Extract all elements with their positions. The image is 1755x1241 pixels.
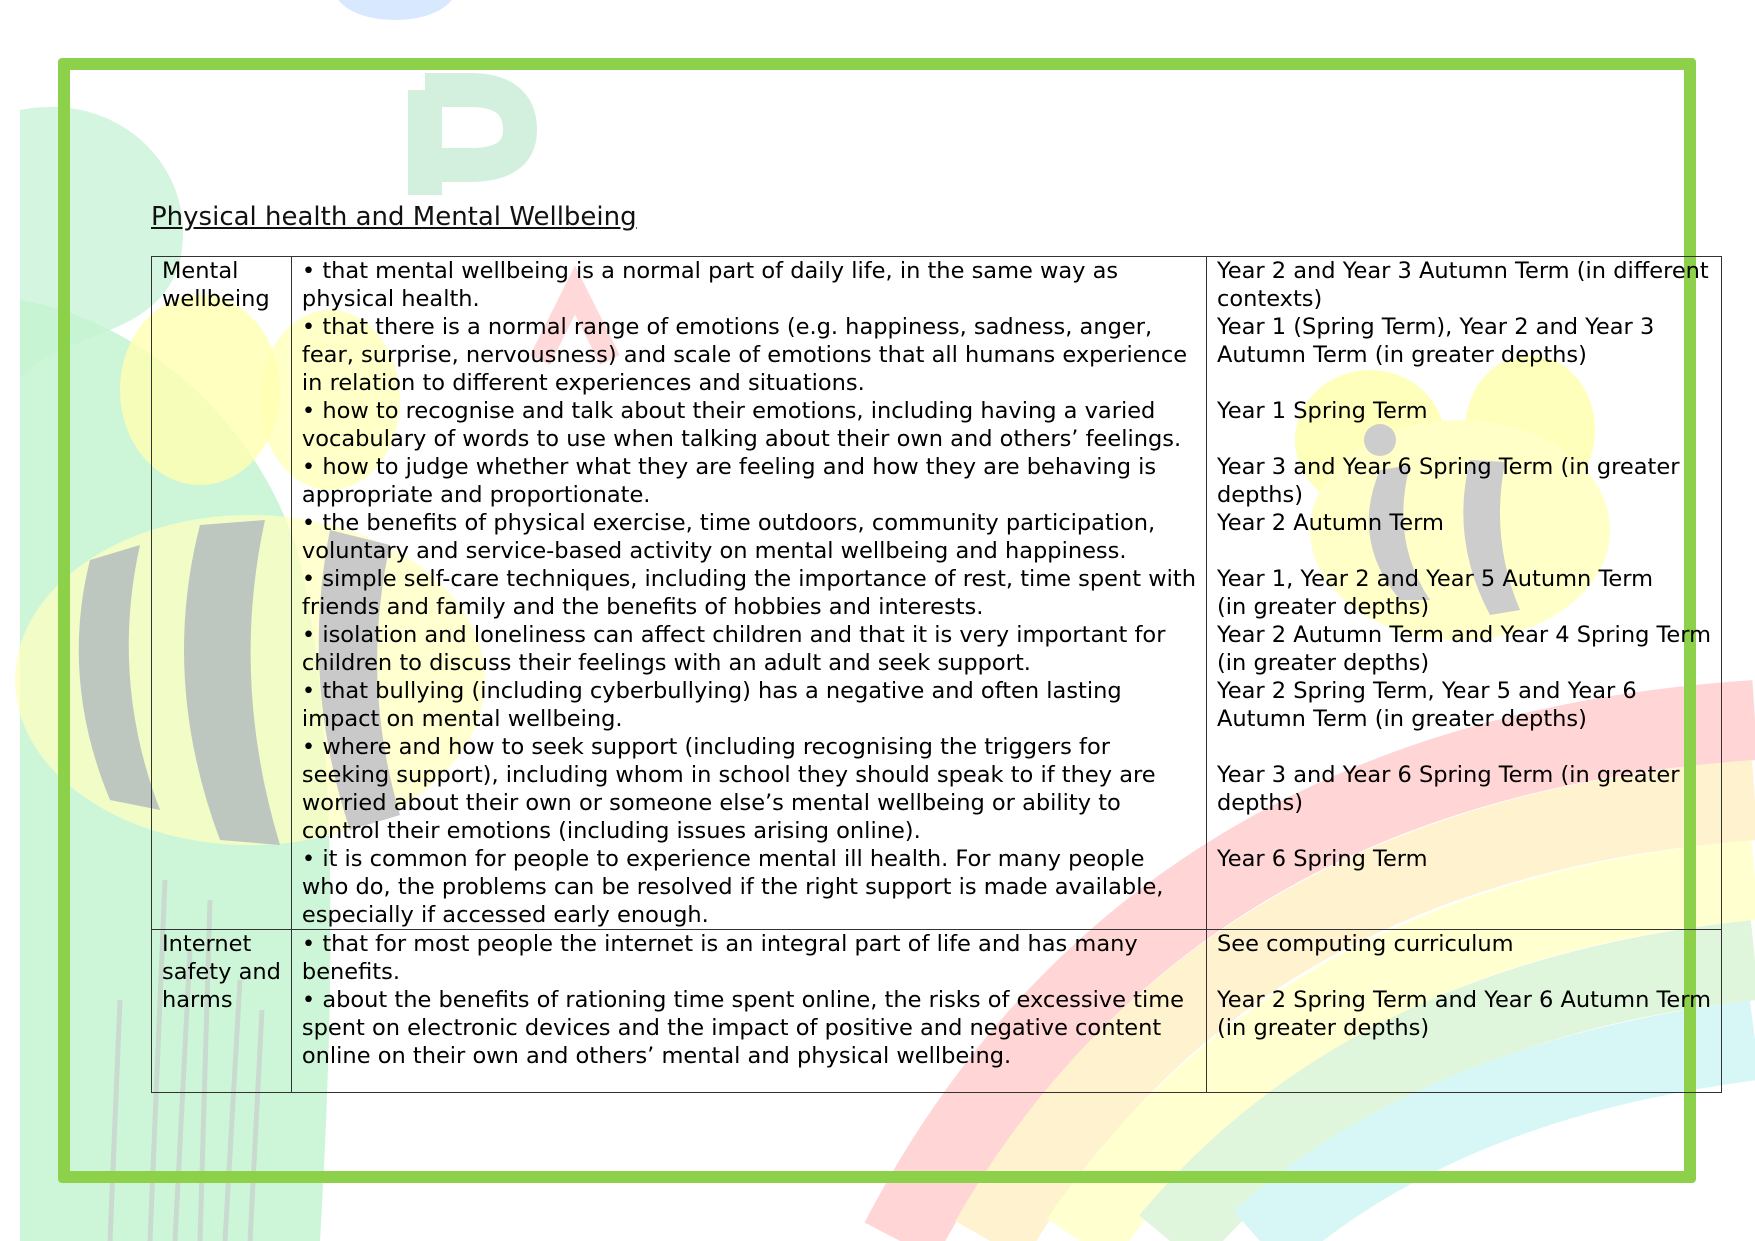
term-line: contexts) — [1217, 286, 1323, 312]
point-line: • how to recognise and talk about their emotions, including having a varied — [301, 398, 1156, 424]
term-line: Year 2 Autumn Term and Year 4 Spring Term — [1217, 622, 1712, 648]
point-line: • the benefits of physical exercise, time outdoors, community participation, — [301, 510, 1156, 536]
point-line: who do, the problems can be resolved if the right support is made available, — [301, 874, 1164, 900]
point-line: voluntary and service-based activity on mental wellbeing and happiness. — [301, 538, 1127, 564]
topic-line: Mental — [162, 258, 239, 284]
term-line: Year 3 and Year 6 Spring Term (in greater — [1217, 762, 1680, 788]
term-line — [1217, 733, 1711, 761]
point-line: • where and how to seek support (including recognising the triggers for — [301, 734, 1110, 760]
term-line — [1217, 817, 1711, 845]
term-line: Year 2 Spring Term, Year 5 and Year 6 — [1217, 678, 1637, 704]
table-row-mental-wellbeing — [152, 257, 1722, 930]
point-line: • that bullying (including cyberbullying) has a negative and often lasting — [301, 678, 1122, 704]
term-line: Autumn Term (in greater depths) — [1217, 706, 1587, 732]
point-line: • isolation and loneliness can affect children and that it is very important for — [301, 622, 1166, 648]
point-line: • how to judge whether what they are feeling and how they are behaving is — [301, 454, 1157, 480]
term-line: Year 2 Autumn Term — [1217, 510, 1444, 536]
term-line: Year 1, Year 2 and Year 5 Autumn Term — [1217, 566, 1654, 592]
point-line: impact on mental wellbeing. — [301, 706, 623, 732]
topic-cell — [152, 257, 292, 930]
term-line: depths) — [1217, 790, 1303, 816]
term-line — [1217, 369, 1711, 397]
term-line: See computing curriculum — [1217, 931, 1514, 957]
page-title: Physical health and Mental Wellbeing — [151, 202, 637, 232]
point-line: • that there is a normal range of emotions (e.g. happiness, sadness, anger, — [301, 314, 1153, 340]
point-line: children to discuss their feelings with an adult and seek support. — [301, 650, 1031, 676]
term-line — [1217, 425, 1711, 453]
point-line: control their emotions (including issues arising online). — [301, 818, 921, 844]
term-line: Autumn Term (in greater depths) — [1217, 342, 1587, 368]
point-line: seeking support), including whom in school they should speak to if they are — [301, 762, 1156, 788]
point-line: appropriate and proportionate. — [301, 482, 651, 508]
topic-cell — [152, 930, 292, 1093]
terms-cell — [1207, 930, 1722, 1093]
point-line: benefits. — [301, 959, 401, 985]
topic-line: Internet — [162, 931, 252, 957]
term-line: (in greater depths) — [1217, 594, 1430, 620]
term-line: Year 6 Spring Term — [1217, 846, 1428, 872]
point-line: • it is common for people to experience mental ill health. For many people — [301, 846, 1145, 872]
term-line — [1217, 958, 1711, 986]
term-line: Year 1 (Spring Term), Year 2 and Year 3 — [1217, 314, 1655, 340]
point-line: physical health. — [301, 286, 480, 312]
point-line: fear, surprise, nervousness) and scale of emotions that all humans experience — [301, 342, 1188, 368]
term-line — [1217, 537, 1711, 565]
term-line: Year 2 and Year 3 Autumn Term (in different — [1217, 258, 1709, 284]
point-line: • that mental wellbeing is a normal part of daily life, in the same way as — [301, 258, 1119, 284]
point-line: online on their own and others’ mental and physical wellbeing. — [301, 1043, 1012, 1069]
curriculum-table — [151, 256, 1722, 1093]
points-cell — [291, 930, 1206, 1093]
points-cell — [291, 257, 1206, 930]
topic-line: harms — [162, 987, 233, 1013]
term-line: (in greater depths) — [1217, 650, 1430, 676]
term-line: (in greater depths) — [1217, 1015, 1430, 1041]
point-line: especially if accessed early enough. — [301, 902, 709, 928]
terms-cell — [1207, 257, 1722, 930]
point-line: • that for most people the internet is an integral part of life and has many — [301, 931, 1138, 957]
term-line: Year 2 Spring Term and Year 6 Autumn Term — [1217, 987, 1712, 1013]
term-line: Year 3 and Year 6 Spring Term (in greater — [1217, 454, 1680, 480]
point-line: in relation to different experiences and situations. — [301, 370, 865, 396]
point-line: vocabulary of words to use when talking about their own and others’ feelings. — [301, 426, 1182, 452]
point-line: worried about their own or someone else’s mental wellbeing or ability to — [301, 790, 1121, 816]
point-line: • about the benefits of rationing time spent online, the risks of excessive time — [301, 987, 1184, 1013]
term-line: depths) — [1217, 482, 1303, 508]
topic-line: safety and — [162, 959, 281, 985]
point-line: spent on electronic devices and the impact of positive and negative content — [301, 1015, 1162, 1041]
point-line: • simple self-care techniques, including the importance of rest, time spent with — [301, 566, 1196, 592]
topic-line: wellbeing — [162, 286, 270, 312]
table-row-internet-safety — [152, 930, 1722, 1093]
term-line: Year 1 Spring Term — [1217, 398, 1428, 424]
point-line: friends and family and the benefits of hobbies and interests. — [301, 594, 984, 620]
